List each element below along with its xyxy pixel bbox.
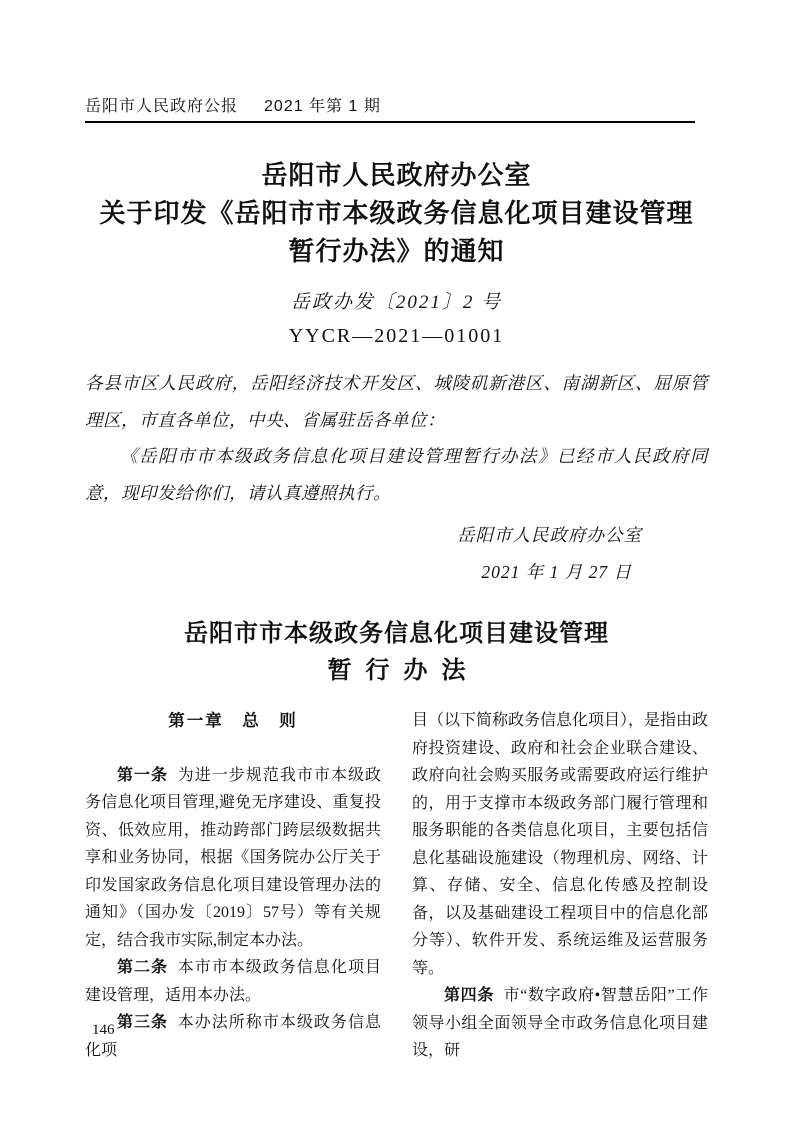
- doc-number: 岳政办发〔2021〕2 号: [290, 292, 503, 313]
- gazette-title: 岳阳市人民政府公报: [85, 98, 239, 115]
- article-paragraph-3-continuation: [412, 707, 708, 982]
- notice-title: [85, 157, 708, 271]
- chapter-heading: 第一章 总 则: [168, 711, 298, 730]
- article-label-2: 第二条: [117, 959, 169, 976]
- page-number: 146: [92, 1022, 115, 1038]
- signature-block: [85, 517, 708, 590]
- notice-paragraph: 《岳阳市市本级政务信息化项目建设管理暂行办法》已经市人民政府同意，现印发给你们，请认真遵照执行。: [85, 446, 708, 503]
- article-text-4: 市“数字政府•智慧岳阳”工作领导小组全面领导全市政务信息化项目建设，研: [412, 987, 708, 1059]
- article-label-4: 第四条: [444, 987, 494, 1004]
- regulation-title: [85, 616, 708, 690]
- notice-title-line-2: 关于印发《岳阳市市本级政务信息化项目建设管理: [99, 199, 694, 228]
- gazette-header: [85, 93, 695, 123]
- article-paragraph-1: [85, 762, 381, 955]
- article-text-3: 本办法所称市本级政务信息化项: [85, 1014, 381, 1059]
- doc-code: YYCR—2021—01001: [288, 325, 505, 347]
- signature-date: 2021 年 1 月 27 日: [481, 562, 632, 582]
- regulation-title-line-1: 岳阳市市本级政务信息化项目建设管理: [184, 621, 609, 647]
- left-column: [85, 707, 381, 1065]
- regulation-title-line-2: 暂行办法: [327, 658, 480, 684]
- article-label-1: 第一条: [117, 766, 169, 784]
- article-text-2: 本市市本级政务信息化项目建设管理，适用本办法。: [85, 959, 381, 1004]
- signature-org: 岳阳市人民政府办公室: [457, 525, 642, 545]
- article-paragraph-3: [85, 1009, 381, 1064]
- notice-title-line-3: 暂行办法》的通知: [288, 237, 505, 266]
- article-paragraph-4: [412, 982, 708, 1065]
- right-column: [412, 707, 708, 1065]
- regulation-columns: [85, 707, 708, 1065]
- gazette-issue: 2021 年第 1 期: [264, 98, 381, 115]
- article-text-3-continuation: 目（以下简称政务信息化项目），是指由政府投资建设、政府和社会企业联合建设、政府向社会购买服务或需要政府运行维护的，用于支撑市本级政务部门履行管理和服务职能的各类信息化项目，主要包括信息化基础设施建设（物理机房、网络、计算、存储、安全、信息化传感及控制设备，以及基础建设工程项目中的信息化部分等）、软件开发、系统运维及运营服务等。: [412, 712, 709, 977]
- notice-body: [85, 365, 708, 511]
- notice-salutation: 各县市区人民政府，岳阳经济技术开发区、城陵矶新港区、南湖新区、屈原管理区，市直各单位，中央、省属驻岳各单位：: [85, 373, 708, 430]
- article-label-3: 第三条: [117, 1014, 169, 1031]
- article-text-1: 为进一步规范我市市本级政务信息化项目管理,避免无序建设、重复投资、低效应用，推动跨部门跨层级数据共享和业务协同，根据《国务院办公厅关于印发国家政务信息化项目建设管理办法的通知》（国办发〔2019〕57号）等有关规定，结合我市实际,制定本办法。: [85, 766, 381, 949]
- article-paragraph-2: [85, 954, 381, 1009]
- notice-title-line-1: 岳阳市人民政府办公室: [261, 161, 532, 190]
